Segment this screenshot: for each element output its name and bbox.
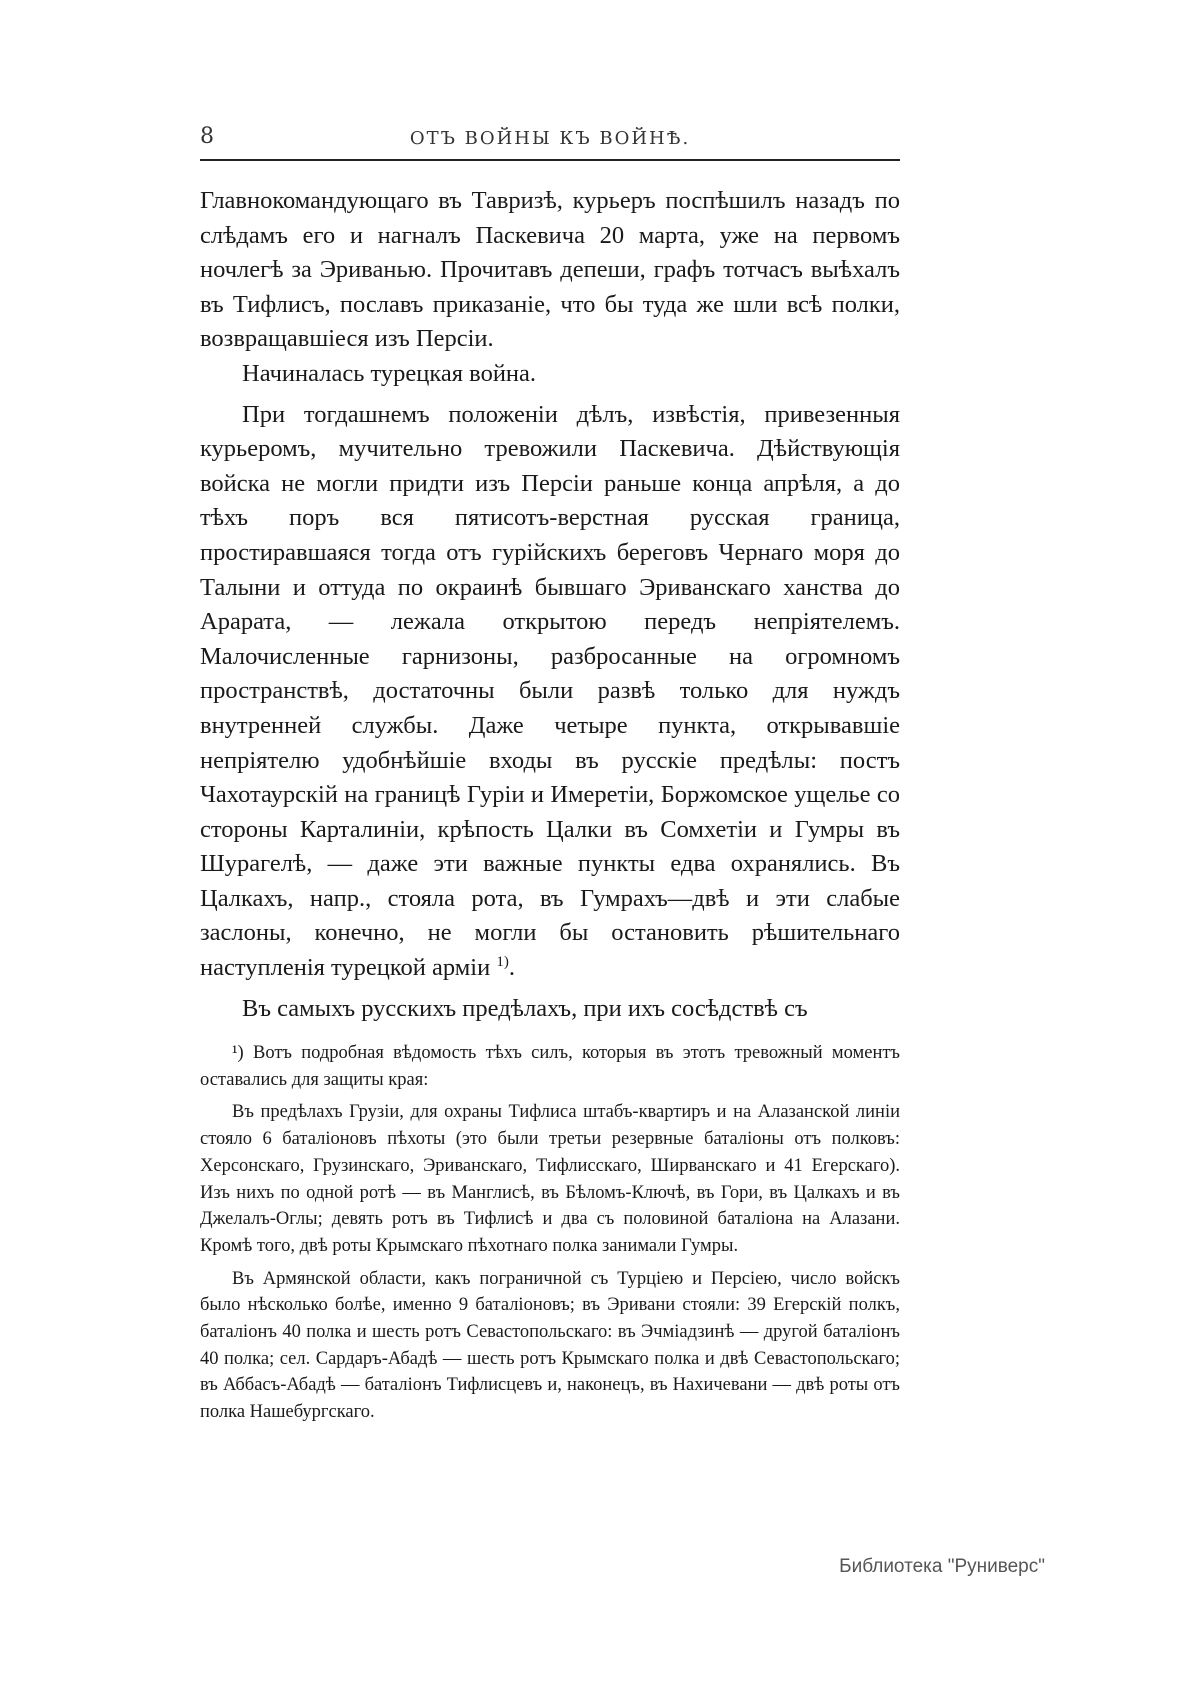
footnote-georgia: Въ предѣлахъ Грузіи, для охраны Тифлиса штабъ-квартиръ и на Алазанской линіи стояло 6 баталіоновъ пѣхоты (это были третьи резервные баталіоны отъ полковъ: Херсонскаго, Грузинскаго, Эриванскаго, Тифлисскаго, Ширванскаго и 41 Егерскаго). Изъ нихъ по одной ротѣ — въ Манглисѣ, въ Бѣломъ-Ключѣ, въ Гори, въ Цалкахъ и въ Джелалъ-Оглы; девять ротъ въ Тифлисѣ и два съ половиной баталіона на Алазани. Кромѣ того, двѣ роты Крымскаго пѣхотнаго полка занимали Гумры.: [200, 1102, 900, 1256]
footnote-reference: 1): [496, 953, 509, 970]
paragraph-war-start: Начиналась турецкая война.: [242, 359, 537, 387]
header-rule: [200, 159, 900, 161]
page-number: 8: [200, 124, 214, 149]
paragraph-situation: При тогдашнемъ положеніи дѣлъ, извѣстія, привезенныя курьеромъ, мучительно тревожили Паскевича. Дѣйствующія войска не могли придти изъ Персіи раньше конца апрѣля, а до тѣхъ поръ вся пятисотъ-верстная русская граница, простиравшаяся тогда отъ гурійскихъ береговъ Чернаго моря до Талыни и оттуда по окраинѣ бывшаго Эриванскаго ханства до Арарата, — лежала открытою передъ непріятелемъ. Малочисленные гарнизоны, разбросанные на огромномъ пространствѣ, достаточны были развѣ только для нуждъ внутренней службы. Даже четыре пункта, открывавшіе непріятелю удобнѣйшіе входы въ русскіе предѣлы: постъ Чахотаурскій на границѣ Гуріи и Имеретіи, Боржомское ущелье со стороны Карталиніи, крѣпость Цалки въ Сомхетіи и Гумры въ Шурагелѣ, — даже эти важные пункты едва охранялись. Въ Цалкахъ, напр., стояла рота, въ Гумрахъ—двѣ и эти слабые заслоны, конечно, не могли бы остановить рѣшительнаго наступленія турецкой арміи $^{1)}$.: [200, 400, 900, 982]
paragraph-continued: Главнокомандующаго въ Тавризѣ, курьеръ поспѣшилъ назадъ по слѣдамъ его и нагналъ Паскевича 20 марта, уже на первомъ ночлегѣ за Эриванью. Прочитавъ депеши, графъ тотчасъ выѣхалъ въ Тифлисъ, пославъ приказаніе, что бы туда же шли всѣ полки, возвращавшіеся изъ Персіи.: [200, 187, 900, 353]
footnote-intro: ¹) Вотъ подробная вѣдомость тѣхъ силъ, которыя въ этотъ тревожный моментъ оставались для защиты края:: [200, 1043, 900, 1090]
footnote-armenia: Въ Армянской области, какъ пограничной съ Турціею и Персіею, число войскъ было нѣсколько болѣе, именно 9 баталіоновъ; въ Эривани стояли: 39 Егерскій полкъ, баталіонъ 40 полка и шесть ротъ Севастопольскаго: въ Эчміадзинѣ — другой баталіонъ 40 полка; сел. Сардаръ-Абадѣ — шесть ротъ Крымскаго полка и двѣ Севастопольскаго; въ Аббасъ-Абадѣ — баталіонъ Тифлисцевъ и, наконецъ, въ Нахичевани — двѣ роты отъ полка Нашебургскаго.: [200, 1268, 900, 1423]
paragraph-russian-borders: Въ самыхъ русскихъ предѣлахъ, при ихъ сосѣдствѣ съ: [242, 994, 808, 1022]
running-title: ОТЪ ВОЙНЫ КЪ ВОЙНѢ.: [409, 128, 691, 149]
footnotes: [200, 1040, 900, 1426]
paragraph-situation-text: При тогдашнемъ положеніи дѣлъ, извѣстія, привезенныя курьеромъ, мучительно тревожили Паскевича. Дѣйствующія войска не могли придти изъ Персіи раньше конца апрѣля, а до тѣхъ поръ вся пятисотъ-верстная русская граница, простиравшаяся тогда отъ гурійскихъ береговъ Чернаго моря до Талыни и оттуда по окраинѣ бывшаго Эриванскаго ханства до Арарата, — лежала открытою передъ непріятелемъ. Малочисленные гарнизоны, разбросанные на огромномъ пространствѣ, достаточны были развѣ только для нуждъ внутренней службы. Даже четыре пункта, открывавшіе непріятелю удобнѣйшіе входы въ русскіе предѣлы: постъ Чахотаурскій на границѣ Гуріи и Имеретіи, Боржомское ущелье со стороны Карталиніи, крѣпость Цалки въ Сомхетіи и Гумры въ Шурагелѣ, — даже эти важные пункты едва охранялись. Въ Цалкахъ, напр., стояла рота, въ Гумрахъ—двѣ и эти слабые заслоны, конечно, не могли бы остановить рѣшительнаго наступленія турецкой арміи: [200, 400, 900, 982]
running-head: [200, 124, 900, 154]
library-watermark: Библиотека "Руниверс": [839, 1556, 1045, 1577]
main-text: [200, 184, 900, 1026]
